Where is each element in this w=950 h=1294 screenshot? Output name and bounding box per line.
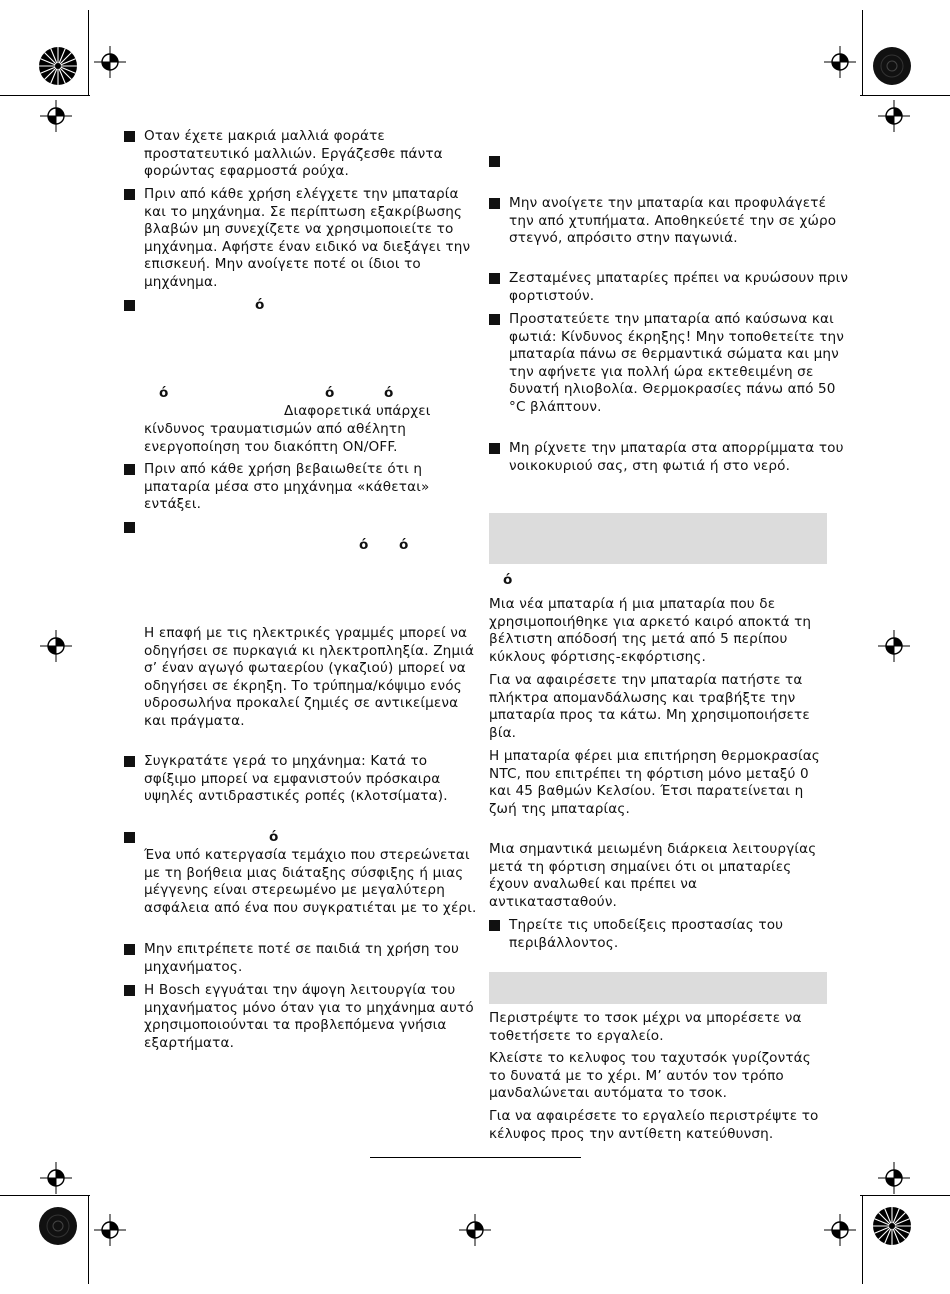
crop-line: [862, 10, 863, 95]
paragraph: [489, 1050, 829, 1103]
bullet-continuation: [124, 847, 480, 917]
bullet-text: Προστατεύετε την μπαταρία από καύσωνα και φωτιά: Κίνδυνος έκρηξης! Μην τοποθετείτε την μπαταρία πάνω σε θερμαντικά σώματα και μην την αφήνετε για πολλή ώρα εκτεθειμένη σε δυνατή ηλιοβολία. Θερμοκρασίες πάνω από 50 °C βλάπτουν.: [509, 311, 844, 415]
crop-line: [860, 1195, 950, 1196]
registration-target-icon: [459, 1214, 491, 1246]
bullet-text: Πριν από κάθε χρήση ελέγχετε την μπαταρία και το μηχάνημα. Σε περίπτωση εξακρίβωσης βλαβών μη συνεχίζετε να χρησιμοποιείτε το μηχάνημα. Αφήστε έναν ειδικό να διεξάγει την επισκευή. Μην ανοίγετε ποτέ οι ίδιοι το μηχάνημα.: [144, 186, 471, 290]
registration-target-icon: [824, 46, 856, 78]
bullet-text: Τηρείτε τις υποδείξεις προστασίας του περιβάλλοντος.: [509, 917, 784, 951]
paragraph: [489, 672, 829, 742]
starburst-target-icon: [38, 46, 78, 86]
bullet-text: κίνδυνος τραυματισμών από αθέλητη ενεργοποίηση του διακόπτη ON/OFF.: [144, 421, 407, 455]
crop-line: [862, 1196, 863, 1284]
bullet-square-icon: [124, 985, 135, 996]
section-heading-bar: [489, 513, 827, 564]
registration-target-icon: [878, 1162, 910, 1194]
bullet-square-icon: [489, 156, 500, 167]
bullet-item: [489, 440, 849, 475]
registration-target-icon: [824, 1214, 856, 1246]
paragraph-text: Μια νέα μπαταρία ή μια μπαταρία που δε χρησιμοποιήθηκε για αρκετό καιρό αποκτά τη βέλτιστη απόδοσή της μετά από 5 περίπου κύκλους φόρτισης-εκφόρτισης.: [489, 596, 812, 665]
paragraph: [489, 748, 829, 818]
bullet-item: [489, 270, 849, 305]
bullet-square-icon: [489, 273, 500, 284]
crop-line: [0, 1195, 90, 1196]
bullet-text: Μην επιτρέπετε ποτέ σε παιδιά τη χρήση του μηχανήματος.: [144, 941, 459, 975]
registration-target-icon: [878, 100, 910, 132]
bullet-text: Διαφορετικά υπάρχει: [284, 403, 431, 419]
bullet-text: Μη ρίχνετε την μπαταρία στα απορρίμματα του νοικοκυριού σας, στη φωτιά ή στο νερό.: [509, 440, 844, 474]
starburst-target-icon: [872, 1206, 912, 1246]
bullet-square-icon: [489, 443, 500, 454]
registration-target-icon: [94, 1214, 126, 1246]
paragraph-text: Μια σημαντικά μειωμένη διάρκεια λειτουργίας μετά τη φόρτιση σημαίνει ότι οι μπαταρίες έχουν αναλωθεί και πρέπει να αντικατασταθούν.: [489, 841, 817, 910]
bullet-text: Οταν έχετε μακριά μαλλιά φοράτε προστατευτικό μαλλιών. Εργάζεσθε πάντα φορώντας εφαρμοστά ρούχα.: [144, 128, 443, 180]
bullet-item: [489, 195, 849, 248]
bold-fragment: ό: [269, 829, 279, 845]
section-heading-bar: [489, 972, 827, 1004]
bullet-text: Η επαφή με τις ηλεκτρικές γραμμές μπορεί να οδηγήσει σε πυρκαγιά κι ηλεκτροπληξία. Ζημιά σ’ έναν αγωγό φωταερίου (γκαζιού) μπορεί να οδηγήσει σε έκρηξη. Το τρύπημα/κόψιμο ενός υδροσωλήνα προκαλεί ζημιές σε αντικείμενα και πράγματα.: [144, 625, 475, 729]
bullet-text: Συγκρατάτε γερά το μηχάνημα: Κατά το σφίξιμο μπορεί να εμφανιστούν πρόσκαιρα υψηλές αντιδραστικές ροπές (κλοτσίματα).: [144, 753, 448, 805]
paragraph-text: Κλείστε το κελυφος του ταχυτσόκ γυρίζοντάς το δυνατά με το χέρι. Μ’ αυτόν τον τρόπο μανδαλώνεται αυτόματα το τσοκ.: [489, 1050, 811, 1102]
bold-fragment: ό: [359, 537, 369, 553]
registration-target-icon: [40, 1162, 72, 1194]
registration-target-icon: [40, 630, 72, 662]
starburst-target-icon: [38, 1206, 78, 1246]
bullet-item: [124, 297, 480, 437]
starburst-target-icon: [872, 46, 912, 86]
bold-fragment: ό: [503, 572, 513, 588]
bullet-item: [124, 753, 480, 806]
bullet-square-icon: [124, 189, 135, 200]
bold-fragment: ό: [255, 297, 265, 313]
bullet-item: [489, 153, 849, 171]
crop-line: [88, 10, 89, 95]
crop-line: [88, 1196, 89, 1284]
bullet-item: [124, 519, 480, 629]
bullet-square-icon: [124, 832, 135, 843]
paragraph: [489, 1010, 829, 1045]
paragraph: [489, 596, 829, 666]
bold-fragment: ό: [325, 385, 335, 401]
bullet-square-icon: [124, 464, 135, 475]
bullet-item: [124, 461, 480, 514]
bullet-square-icon: [489, 314, 500, 325]
bullet-item: [489, 311, 849, 417]
bullet-square-icon: [124, 944, 135, 955]
bullet-item: [124, 982, 480, 1052]
bold-fragment: ό: [399, 537, 409, 553]
bullet-continuation: [124, 625, 480, 731]
crop-line: [0, 95, 90, 96]
bullet-text: Μην ανοίγετε την μπαταρία και προφυλάγετέ την από χτυπήματα. Αποθηκεύετέ την σε χώρο στεγνό, απρόσιτο στην παγωνιά.: [509, 195, 837, 247]
bullet-text: Ζεσταμένες μπαταρίες πρέπει να κρυώσουν πριν φορτιστούν.: [509, 270, 849, 304]
bullet-item: [124, 128, 480, 181]
bullet-square-icon: [124, 131, 135, 142]
bold-fragment: ό: [384, 385, 394, 401]
registration-target-icon: [94, 46, 126, 78]
paragraph-text: Η μπαταρία φέρει μια επιτήρηση θερμοκρασίας NTC, που επιτρέπει τη φόρτιση μόνο μεταξύ 0 και 45 βαθμών Κελσίου. Έτσι παρατείνεται η ζωή της μπαταρίας.: [489, 748, 820, 817]
bullet-square-icon: [124, 522, 135, 533]
bullet-text: Η Bosch εγγυάται την άψογη λειτουργία του μηχανήματος μόνο όταν για το μηχάνημα αυτό χρησιμοποιούνται τα προβλεπόμενα γνήσια εξαρτήματα.: [144, 982, 474, 1051]
paragraph-text: Για να αφαιρέσετε την μπαταρία πατήστε τα πλήκτρα απομανδάλωσης και τραβήξτε την μπαταρία προς τα κάτω. Μη χρησιμοποιήσετε βία.: [489, 672, 810, 741]
bullet-item: [489, 917, 849, 952]
registration-target-icon: [878, 630, 910, 662]
bullet-text: Ένα υπό κατεργασία τεμάχιο που στερεώνεται με τη βοήθεια μιας διάταξης σύσφιξης ή μιας μέγγενης είναι στερεωμένο με μεγαλύτερη ασφάλεια από ένα που συγκρατιέται με το χέρι.: [144, 847, 477, 916]
paragraph: [489, 1108, 829, 1143]
bullet-square-icon: [489, 920, 500, 931]
bullet-text: Πριν από κάθε χρήση βεβαιωθείτε ότι η μπαταρία μέσα στο μηχάνημα «κάθεται» εντάξει.: [144, 461, 430, 513]
bullet-square-icon: [489, 198, 500, 209]
bullet-item: [124, 941, 480, 976]
bold-fragment: ό: [159, 385, 169, 401]
footer-rule: [370, 1157, 581, 1158]
crop-line: [860, 95, 950, 96]
paragraph-text: Περιστρέψτε το τσοκ μέχρι να μπορέσετε να τοθετήσετε το εργαλείο.: [489, 1010, 802, 1044]
registration-target-icon: [40, 100, 72, 132]
paragraph: [489, 841, 829, 911]
bullet-square-icon: [124, 756, 135, 767]
bullet-square-icon: [124, 300, 135, 311]
bullet-item: [124, 186, 480, 292]
paragraph-text: Για να αφαιρέσετε το εργαλείο περιστρέψτε το κέλυφος προς την αντίθετη κατεύθυνση.: [489, 1108, 819, 1142]
bullet-continuation: [124, 421, 480, 456]
